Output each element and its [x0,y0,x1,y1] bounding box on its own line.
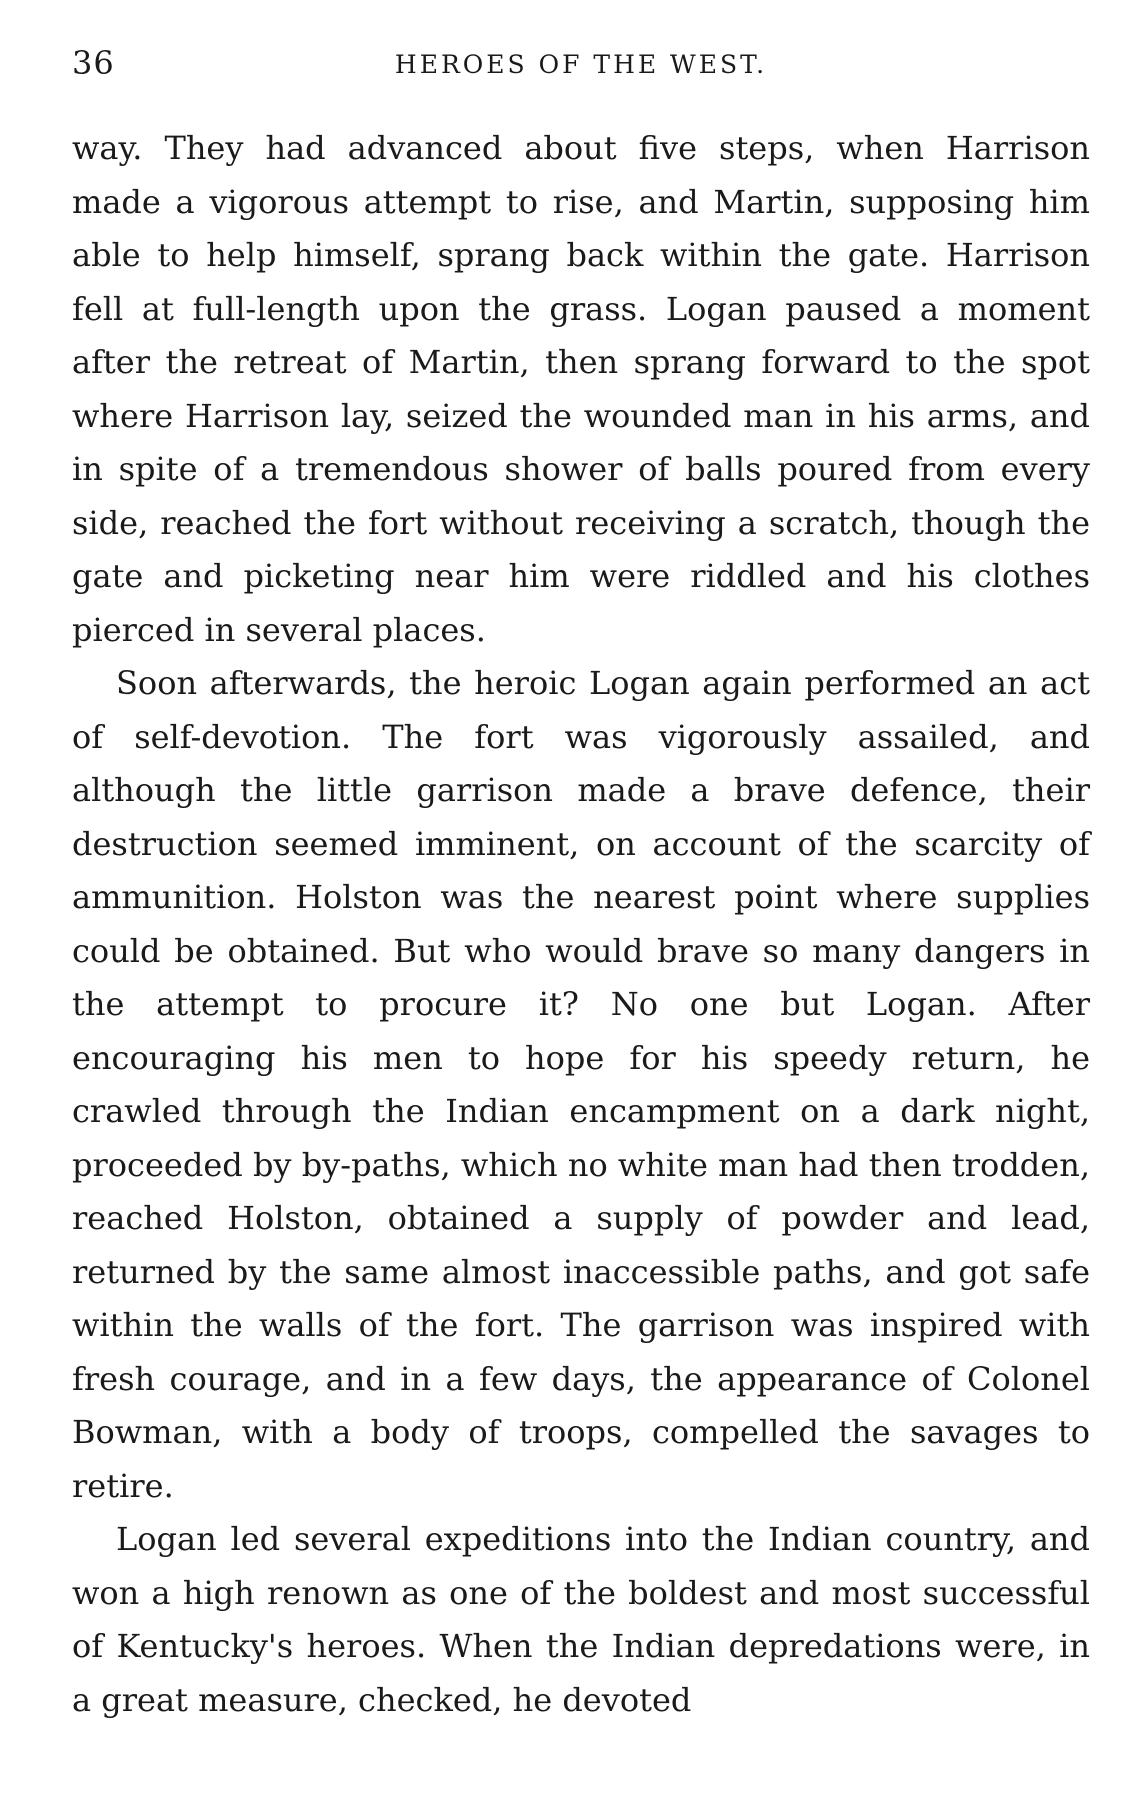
body-text [72,122,1090,1727]
paragraph-continuation: way. They had advanced about five steps, when Harrison made a vigorous attempt to rise, and Martin, supposing him able to help himself, sprang back within the gate. Harrison fell at full-length upon the grass. Logan paused a moment after the retreat of Martin, then sprang forward to the spot where Harrison lay, seized the wounded man in his arms, and in spite of a tremendous shower of balls poured from every side, reached the fort without receiving a scratch, though the gate and picketing near him were riddled and his clothes pierced in several places. [72,129,1090,649]
paragraph-expeditions: Logan led several expeditions into the Indian country, and won a high renown as one of the boldest and most successful of Kentucky's heroes. When the Indian depredations were, in a great measure, checked, he devoted [72,1520,1090,1719]
page-header [72,40,1090,100]
running-title: HEROES OF THE WEST. [394,50,768,79]
paragraph-self-devotion: Soon afterwards, the heroic Logan again performed an act of self-devotion. The fort was vigorously assailed, and although the little garrison made a brave defence, their destruction seemed imminent, on account of the scarcity of ammunition. Holston was the nearest point where supplies could be obtained. But who would brave so many dangers in the attempt to procure it? No one but Logan. After encouraging his men to hope for his speedy return, he crawled through the Indian encampment on a dark night, proceeded by by-paths, which no white man had then trodden, reached Holston, obtained a supply of powder and lead, returned by the same almost inaccessible paths, and got safe within the walls of the fort. The garrison was inspired with fresh courage, and in a few days, the appearance of Colonel Bowman, with a body of troops, compelled the savages to retire. [72,664,1090,1505]
book-page [72,40,1090,1727]
page-number: 36 [72,44,115,82]
